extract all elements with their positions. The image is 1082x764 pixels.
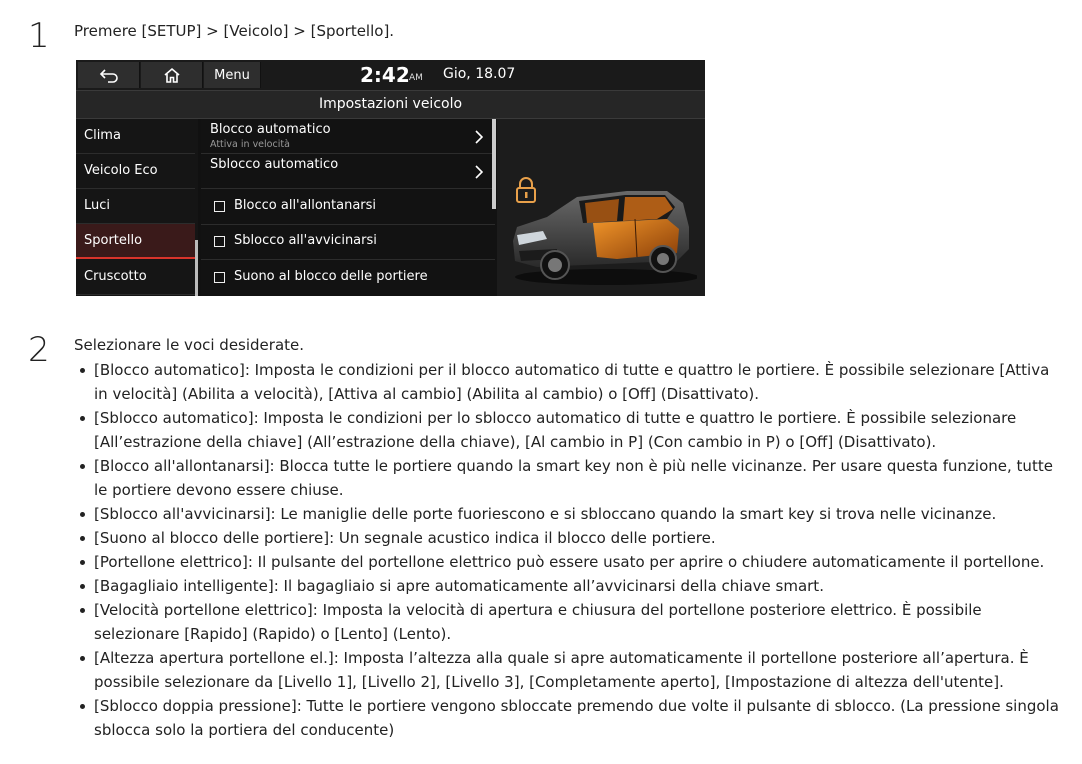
category-scrollbar[interactable] bbox=[195, 240, 198, 296]
back-icon bbox=[99, 67, 119, 83]
category-item-clima[interactable]: Clima bbox=[76, 119, 195, 154]
vehicle-preview-panel bbox=[497, 119, 705, 296]
step-2-instruction: Selezionare le voci desiderate. bbox=[74, 336, 305, 354]
approach-unlock-label: Sblocco all'avvicinarsi bbox=[234, 233, 377, 248]
list-item: [Blocco automatico]: Imposta le condizioni per il blocco automatico di tutte e quattro le portiere. È possibile selezionare [Attiva in velocità] (Abilita a velocità), [Attiva al cambio] (Abilita al cambio) o [Off] (Disattivato). bbox=[74, 358, 1064, 406]
list-item: [Portellone elettrico]: Il pulsante del portellone elettrico può essere usato per aprire o chiudere automaticamente il portellone. bbox=[74, 550, 1064, 574]
clock-date: Gio, 18.07 bbox=[443, 66, 516, 82]
clock-ampm: AM bbox=[409, 73, 423, 83]
home-button[interactable] bbox=[141, 62, 203, 88]
list-item: [Sblocco automatico]: Imposta le condizioni per lo sblocco automatico di tutte e quattro le portiere. È possibile selezionare [All’estrazione della chiave] (All’estrazione della chiave), [Al cambio in P] (Con cambio in P) o [Off] (Disattivato). bbox=[74, 406, 1064, 454]
chevron-right-icon bbox=[475, 165, 483, 179]
infotainment-screen bbox=[76, 60, 705, 296]
category-item-veicolo-eco[interactable]: Veicolo Eco bbox=[76, 154, 195, 189]
option-auto-unlock[interactable] bbox=[201, 154, 495, 189]
list-item: [Bagagliaio intelligente]: Il bagagliaio si apre automaticamente all’avvicinarsi della chiave smart. bbox=[74, 574, 1064, 598]
step-2-number: 2 bbox=[28, 330, 50, 370]
walk-away-lock-label: Blocco all'allontanarsi bbox=[234, 198, 377, 213]
category-item-luci[interactable]: Luci bbox=[76, 189, 195, 224]
option-auto-lock-value: Attiva in velocità bbox=[210, 139, 290, 150]
chevron-right-icon bbox=[475, 130, 483, 144]
settings-description-list bbox=[74, 358, 1064, 742]
category-item-sportello[interactable]: Sportello bbox=[76, 224, 195, 259]
list-item: [Blocco all'allontanarsi]: Blocca tutte le portiere quando la smart key non è più nelle vicinanze. Per usare questa funzione, tutte le portiere devono essere chiuse. bbox=[74, 454, 1064, 502]
lock-sound-checkbox[interactable] bbox=[214, 272, 225, 283]
menu-button[interactable]: Menu bbox=[204, 62, 261, 88]
option-lock-sound[interactable] bbox=[201, 261, 495, 296]
door-settings-list bbox=[201, 119, 497, 296]
home-icon bbox=[163, 67, 181, 83]
list-item: [Altezza apertura portellone el.]: Imposta l’altezza alla quale si apre automaticamente il portellone posteriore all’apertura. È possibile selezionare da [Livello 1], [Livello 2], [Livello 3], [Completamente aperto], [Impostazione di altezza dell'utente]. bbox=[74, 646, 1064, 694]
option-walk-away-lock[interactable] bbox=[201, 190, 495, 225]
list-item: [Sblocco doppia pressione]: Tutte le portiere vengono sbloccate premendo due volte il pulsante di sblocco. (La pressione singola sblocca solo la portiera del conducente) bbox=[74, 694, 1064, 742]
approach-unlock-checkbox[interactable] bbox=[214, 236, 225, 247]
screen-title: Impostazioni veicolo bbox=[76, 90, 705, 119]
option-auto-lock-title: Blocco automatico bbox=[210, 122, 331, 137]
settings-category-menu bbox=[76, 119, 198, 296]
top-bar bbox=[76, 60, 705, 90]
walk-away-lock-checkbox[interactable] bbox=[214, 201, 225, 212]
option-approach-unlock[interactable] bbox=[201, 225, 495, 260]
list-item: [Velocità portellone elettrico]: Imposta la velocità di apertura e chiusura del portellone posteriore elettrico. È possibile selezionare [Rapido] (Rapido) o [Lento] (Lento). bbox=[74, 598, 1064, 646]
option-auto-unlock-title: Sblocco automatico bbox=[210, 157, 339, 172]
car-illustration bbox=[507, 169, 697, 289]
lock-sound-label: Suono al blocco delle portiere bbox=[234, 269, 428, 284]
option-auto-lock[interactable] bbox=[201, 119, 495, 154]
step-1-number: 1 bbox=[28, 16, 50, 56]
options-scrollbar[interactable] bbox=[492, 119, 496, 209]
category-item-cruscotto[interactable]: Cruscotto bbox=[76, 260, 195, 295]
step-1-instruction: Premere [SETUP] > [Veicolo] > [Sportello]. bbox=[74, 22, 395, 40]
list-item: [Sblocco all'avvicinarsi]: Le maniglie delle porte fuoriescono e si sbloccano quando la smart key si trova nelle vicinanze. bbox=[74, 502, 1064, 526]
back-button[interactable] bbox=[78, 62, 140, 88]
clock-time: 2:42 bbox=[360, 63, 410, 87]
list-item: [Suono al blocco delle portiere]: Un segnale acustico indica il blocco delle portiere. bbox=[74, 526, 1064, 550]
